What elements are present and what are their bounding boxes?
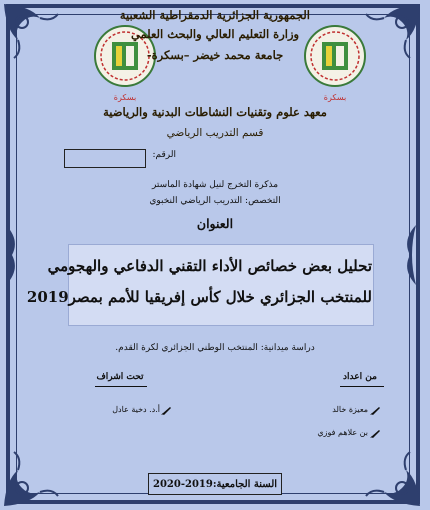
frame-ornament-icon <box>362 448 424 510</box>
university-name: جامعة محمد خيضر –بسكرة- <box>146 48 284 62</box>
prepared-by-label: من اعداد <box>343 372 377 382</box>
title-heading: العنوان <box>196 216 234 231</box>
pen-icon <box>370 429 381 438</box>
thesis-title-line2: للمنتخب الجزائري خلال كأس إفريقيا للأمم بمصر2019 <box>26 288 372 306</box>
reference-field <box>64 149 146 168</box>
logo-text: بسكرة <box>323 93 347 102</box>
university-logo-icon <box>302 16 368 108</box>
reference-label: الرقم: <box>152 150 176 160</box>
prepared-by-underline <box>340 386 384 387</box>
supervised-by-underline <box>95 386 147 387</box>
thesis-title-line1: تحليل بعض خصائص الأداء التقني الدفاعي والهجومي <box>47 257 372 275</box>
student-name: معيزة خالد <box>332 405 368 414</box>
academic-year: السنة الجامعية:2019-2020 <box>152 479 278 490</box>
student-name: بن علاهم فوزي <box>317 428 368 437</box>
frame-ornament-icon <box>398 225 420 285</box>
institute-name: معهد علوم وتقنيات النشاطات البدنية والرياضية <box>103 105 327 119</box>
republic-name: الجمهورية الجزائرية الدمقراطية الشعبية <box>119 8 310 22</box>
supervised-by-label: تحت اشراف <box>96 372 144 382</box>
field-study: دراسة ميدانية: المنتخب الوطني الجزائري لكرة القدم. <box>115 343 315 353</box>
pen-icon <box>370 406 381 415</box>
specialty: التخصص: التدريب الرياضي النخبوي <box>149 196 281 206</box>
supervisor-name: أ.د. دخية عادل <box>112 405 160 414</box>
memo-type: مذكرة التخرج لنيل شهادة الماستر <box>151 180 279 190</box>
pen-icon <box>161 406 172 415</box>
frame-ornament-icon <box>0 0 62 62</box>
department-name: قسم التدريب الرياضي <box>166 127 264 139</box>
ministry-name: وزارة التعليم العالي والبحث العلمي <box>130 27 300 41</box>
frame-ornament-icon <box>2 225 24 285</box>
logo-text: بسكرة <box>113 93 137 102</box>
frame-ornament-icon <box>0 448 62 510</box>
frame-ornament-icon <box>362 0 424 62</box>
